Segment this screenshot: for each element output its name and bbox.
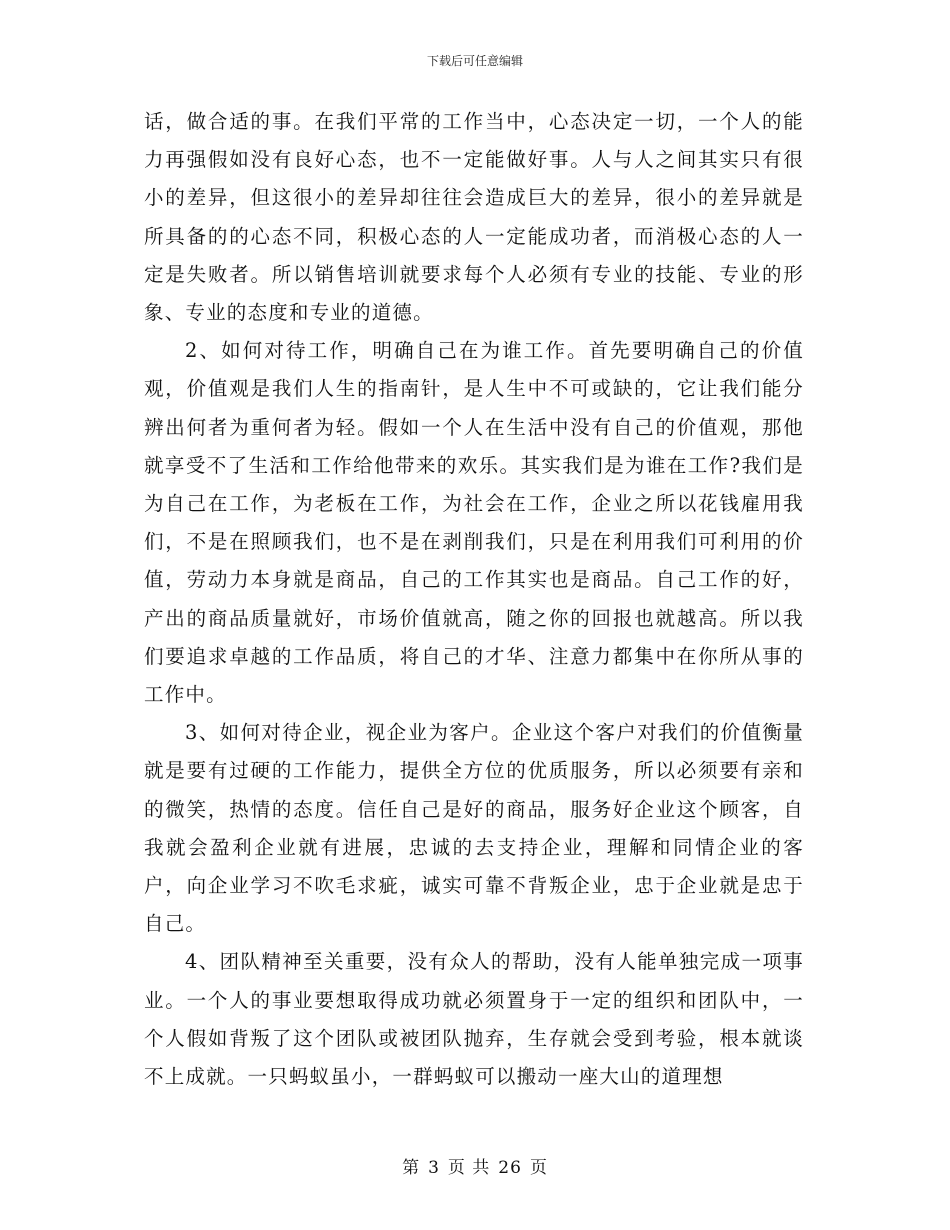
- paragraph-item-2: 2、如何对待工作，明确自己在为谁工作。首先要明确自己的价值观，价值观是我们人生的指南针，是人生中不可或缺的，它让我们能分辨出何者为重何者为轻。假如一个人在生活中没有自己的价值观，那他就享受不了生活和工作给他带来的欢乐。其实我们是为谁在工作?我们是为自己在工作，为老板在工作，为社会在工作，企业之所以花钱雇用我们，不是在照顾我们，也不是在剥削我们，只是在利用我们可利用的价值，劳动力本身就是商品，自己的工作其实也是商品。自己工作的好，产出的商品质量就好，市场价值就高，随之你的回报也就越高。所以我们要追求卓越的工作品质，将自己的才华、注意力都集中在你所从事的工作中。: [144, 339, 804, 707]
- document-body: [144, 103, 804, 1096]
- page-label-suffix: 页: [529, 1158, 548, 1178]
- paragraph-item-3: 3、如何对待企业，视企业为客户。企业这个客户对我们的价值衡量就是要有过硬的工作能力，提供全方位的优质服务，所以必须要有亲和的微笑，热情的态度。信任自己是好的商品，服务好企业这个顾客，自我就会盈利企业就有进展，忠诚的去支持企业，理解和同情企业的客户，向企业学习不吹毛求疵，诚实可靠不背叛企业，忠于企业就是忠于自己。: [144, 721, 804, 936]
- page-label-middle: 页 共: [447, 1158, 491, 1178]
- page-label-prefix: 第: [402, 1158, 421, 1178]
- page-footer: [0, 1153, 950, 1178]
- total-pages-number: 26: [498, 1158, 522, 1178]
- current-page-number: 3: [428, 1158, 440, 1178]
- page-header: 下载后可任意编辑: [426, 54, 523, 68]
- paragraph-continued: 话，做合适的事。在我们平常的工作当中，心态决定一切，一个人的能力再强假如没有良好心态，也不一定能做好事。人与人之间其实只有很小的差异，但这很小的差异却往往会造成巨大的差异，很小的差异就是所具备的的心态不同，积极心态的人一定能成功者，而消极心态的人一定是失败者。所以销售培训就要求每个人必须有专业的技能、专业的形象、专业的态度和专业的道德。: [144, 110, 804, 325]
- paragraph-item-4: 4、团队精神至关重要，没有众人的帮助，没有人能单独完成一项事业。一个人的事业要想取得成功就必须置身于一定的组织和团队中，一个人假如背叛了这个团队或被团队抛弃，生存就会受到考验，根本就谈不上成就。一只蚂蚁虽小，一群蚂蚁可以搬动一座大山的道理想: [144, 950, 804, 1089]
